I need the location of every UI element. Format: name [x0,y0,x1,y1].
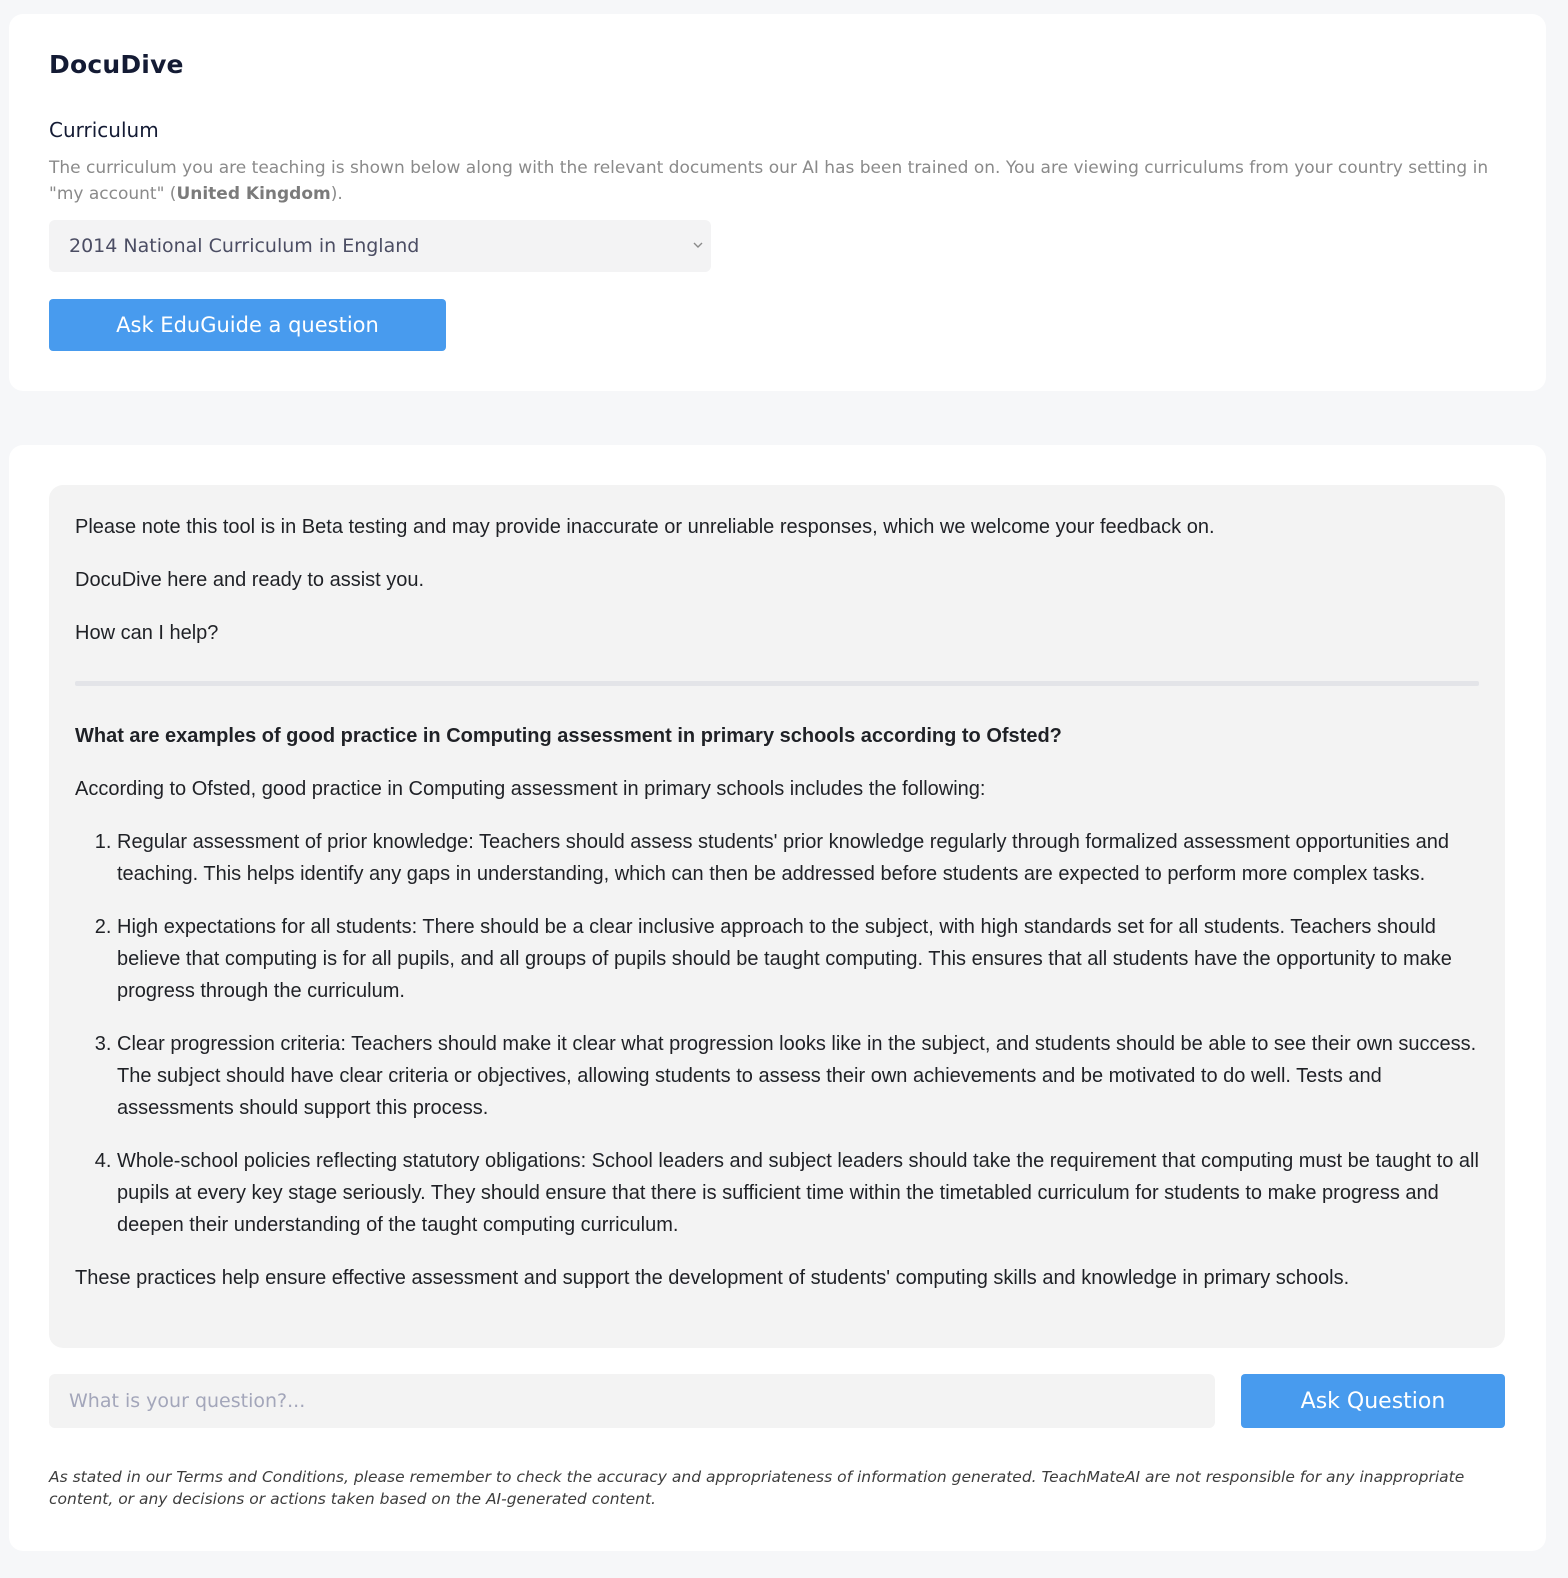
answer-conclusion: These practices help ensure effective assessment and support the development of students' computing skills and knowledge in primary schools. [75,1267,1350,1289]
ask-question-button[interactable]: Ask Question [1241,1374,1505,1428]
answer-item: 2. High expectations for all students: There should be a clear inclusive approach to the subject, with high standards set for all students. Teachers should believe that computing is for all pupils, and all groups of pupils should be taught computing. This ensures that all students have the opportunity to make progress through the curriculum. [117,911,1479,1007]
message-divider [75,681,1479,686]
greeting-message: DocuDive here and ready to assist you. [75,569,425,591]
app-title: DocuDive [49,50,184,79]
chat-card [9,445,1546,1551]
description-suffix: ). [330,184,343,204]
user-question: What are examples of good practice in Computing assessment in primary schools according to Ofsted? [75,725,1062,747]
answer-list [75,826,1479,1241]
curriculum-select-value: 2014 National Curriculum in England [69,235,420,257]
answer-intro: According to Ofsted, good practice in Computing assessment in primary schools includes the following: [75,778,986,800]
curriculum-label: Curriculum [49,118,159,142]
help-prompt: How can I help? [75,622,219,644]
chevron-down-icon [691,238,705,252]
chat-transcript [49,485,1505,1348]
disclaimer-text: As stated in our Terms and Conditions, please remember to check the accuracy and appropriateness of information generated. TeachMateAI are not responsible for any inappropriate content, or any decisions or actions taken based on the AI-generated content. [49,1468,1465,1508]
ask-eduguide-button[interactable]: Ask EduGuide a question [49,299,446,351]
curriculum-select[interactable] [49,220,711,272]
answer-item: 4. Whole-school policies reflecting statutory obligations: School leaders and subject leaders should take the requirement that computing must be taught to all pupils at every key stage seriously. They should ensure that there is sufficient time within the timetabled curriculum for students to make progress and deepen their understanding of the taught computing curriculum. [117,1145,1479,1241]
answer-item: 1. Regular assessment of prior knowledge: Teachers should assess students' prior knowledge regularly through formalized assessment opportunities and teaching. This helps identify any gaps in understanding, which can then be addressed before students are expected to perform more complex tasks. [117,826,1479,890]
answer-item: 3. Clear progression criteria: Teachers should make it clear what progression looks like in the subject, and students should be able to see their own success. The subject should have clear criteria or objectives, allowing students to assess their own achievements and be motivated to do well. Tests and assessments should support this process. [117,1028,1479,1124]
question-input[interactable] [49,1374,1215,1428]
curriculum-card [9,14,1546,391]
description-text: The curriculum you are teaching is shown below along with the relevant documents our AI has been trained on. You are viewing curriculums from your country setting in "my account" ( [49,158,1489,204]
curriculum-description [49,155,1489,207]
beta-notice: Please note this tool is in Beta testing and may provide inaccurate or unreliable responses, which we welcome your feedback on. [75,516,1215,538]
country-name: United Kingdom [176,184,331,204]
